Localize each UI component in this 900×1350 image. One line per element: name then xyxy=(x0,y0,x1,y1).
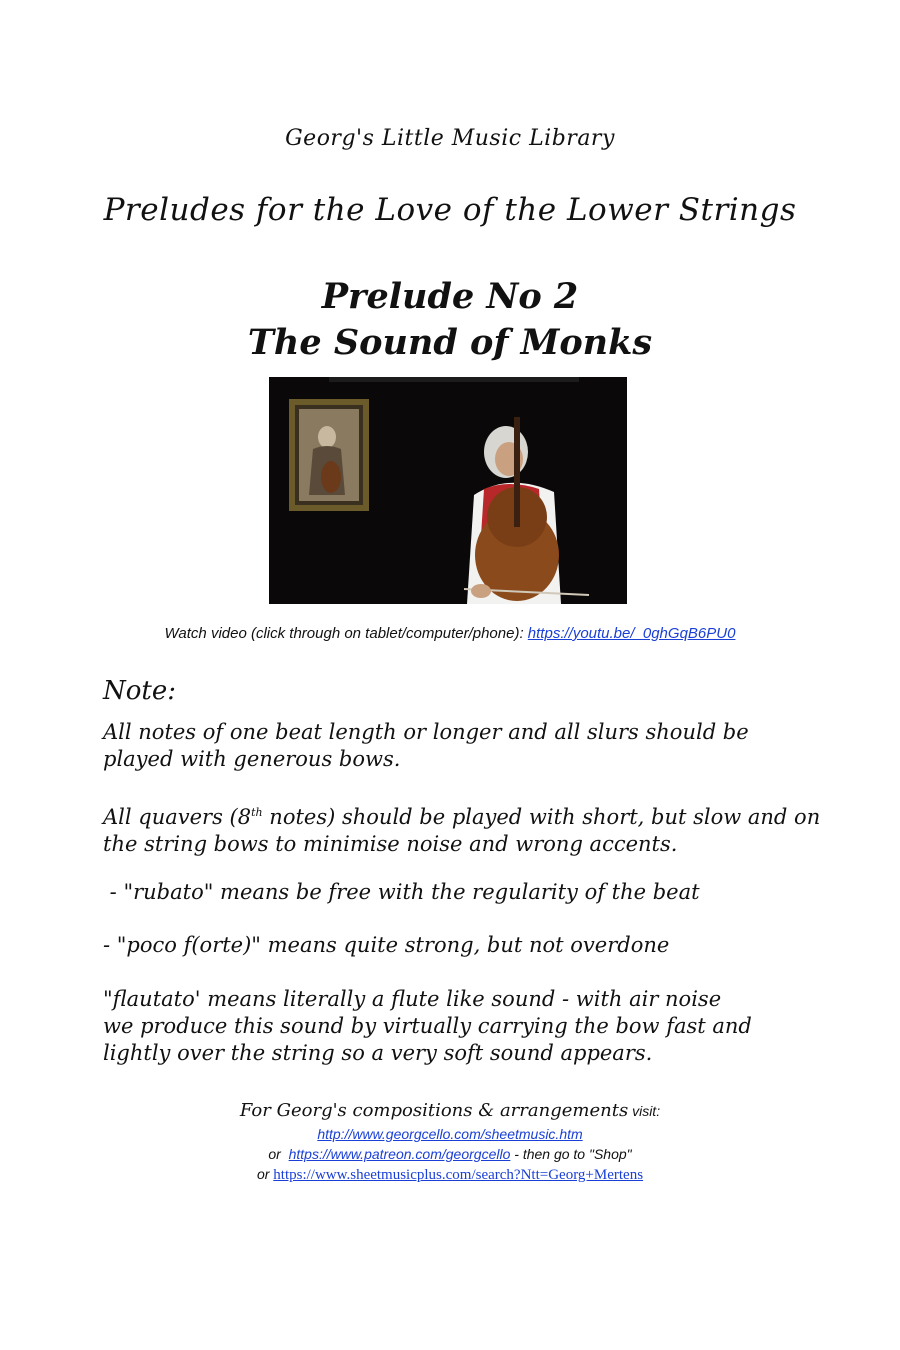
note-flautato xyxy=(103,986,823,1067)
note-rubato: - "rubato" means be free with the regularity of the beat xyxy=(103,880,700,904)
footer-lead xyxy=(0,1100,900,1121)
georgcello-link[interactable]: http://www.georgcello.com/sheetmusic.htm xyxy=(317,1126,583,1142)
footer-line-1 xyxy=(0,1126,900,1142)
footer-line-3 xyxy=(0,1166,900,1184)
footer-visit: visit: xyxy=(628,1103,661,1119)
note-paragraph-bows: All notes of one beat length or longer and all slurs should be played with generous bows. xyxy=(103,720,749,771)
footer-or-2: or xyxy=(256,1166,274,1182)
note-paragraph-quavers xyxy=(103,799,823,858)
patreon-link[interactable]: https://www.patreon.com/georgcello xyxy=(288,1146,511,1162)
quavers-superscript: th xyxy=(251,806,263,819)
video-caption-text: Watch video (click through on tablet/computer/phone): xyxy=(164,625,528,642)
footer-lead-text: For Georg's compositions & arrangements xyxy=(239,1100,629,1121)
video-caption xyxy=(0,625,900,642)
note-poco-forte: - "poco f(orte)" means quite strong, but not overdone xyxy=(103,933,670,957)
title-line-2: The Sound of Monks xyxy=(247,322,653,363)
flautato-line-1: "flautato' means literally a flute like sound - with air noise xyxy=(103,987,722,1011)
quavers-text-a: All quavers (8 xyxy=(103,805,252,829)
sheetmusicplus-link[interactable]: https://www.sheetmusicplus.com/search?Ntt=Georg+Mertens xyxy=(273,1167,644,1183)
quavers-text-b: notes) should be played with short, but slow and on the string bows to minimise noise and wrong accents. xyxy=(103,805,821,856)
flautato-line-2: we produce this sound by virtually carrying the bow fast and lightly over the string so a very soft sound appears. xyxy=(103,1014,752,1065)
note-heading: Note: xyxy=(103,676,176,706)
video-thumbnail[interactable] xyxy=(269,377,627,604)
title-line-1: Prelude No 2 xyxy=(321,276,579,317)
collection-title: Preludes for the Love of the Lower Strings xyxy=(103,192,797,228)
cellist-picture xyxy=(269,377,627,604)
library-name: Georg's Little Music Library xyxy=(285,126,615,151)
prelude-title xyxy=(0,274,900,366)
video-link[interactable]: https://youtu.be/_0ghGqB6PU0 xyxy=(527,625,736,642)
footer-shop-note: - then go to "Shop" xyxy=(510,1146,632,1162)
footer-or-1: or xyxy=(268,1146,289,1162)
footer-line-2 xyxy=(0,1146,900,1162)
